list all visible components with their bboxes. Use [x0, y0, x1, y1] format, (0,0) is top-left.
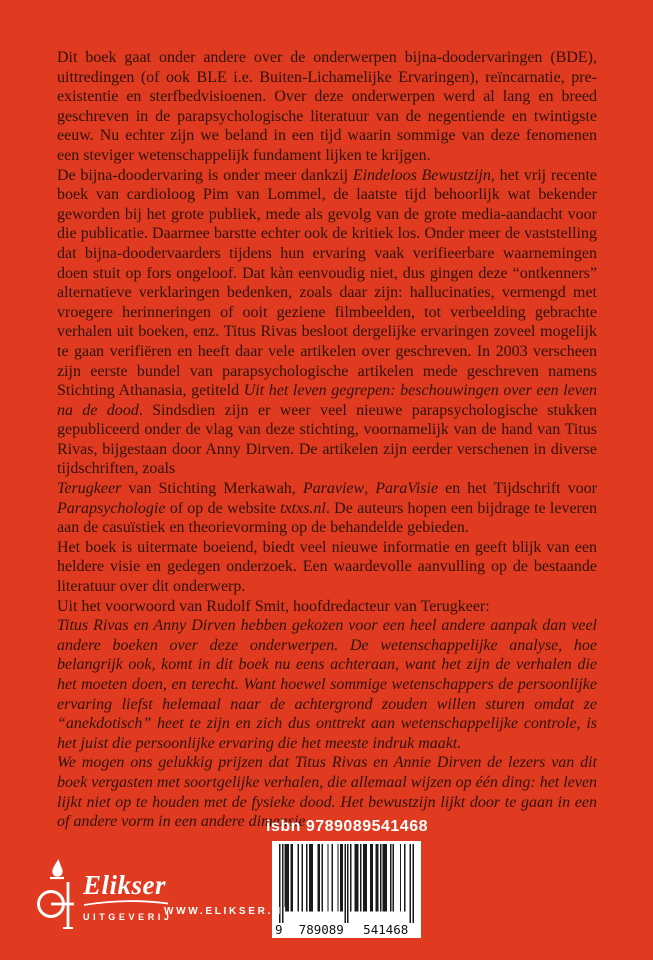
barcode-digit-group: 789089 [298, 922, 344, 937]
cover-text [57, 48, 597, 832]
text-segment: Het boek is uitermate boeiend, biedt veel nieuwe informatie en geeft blijk van een heldere visie en gedegen onderzoek. Een waardevolle aanvulling op de bestaande literatuur over dit onderwerp. [57, 538, 597, 596]
paragraph [57, 597, 597, 617]
barcode-digit-group: 541468 [363, 922, 409, 937]
elikser-flame-icon [36, 858, 76, 934]
paragraph [57, 479, 597, 538]
barcode-digit-group: 9 [275, 922, 283, 937]
italic-text-segment: Eindeloos Bewustzijn [352, 166, 491, 184]
publisher-logo [36, 858, 173, 934]
logo-underline-swoosh [83, 900, 169, 907]
text-segment: , het vrij recente boek van cardioloog Pim van Lommel, de laatste tijd behoorlijk wat bekender geworden bij het grote publiek, mede als gevolg van de grote media-aandacht voor die publicatie. Daarmee barstte echter ook de kritiek los. Onder meer de vaststelling dat bijna-doodervaarders tijdens hun ervaring vaak verifieerbare waarnemingen doen stuit op fors ongeloof. Dat kàn eenvoudig niet, dus gingen deze “ontkenners” alternatieve verklaringen bedenken, zoals daar zijn: hallucinaties, vermengd met vroegere herinneringen of ooit geziene filmbeelden, tot verbeelding gebrachte verhalen uit boeken, enz. Titus Rivas besloot dergelijke ervaringen zoveel mogelijk te gaan verifiëren en heeft daar vele artikelen over geschreven. In 2003 verscheen zijn eerste bundel van parapsychologische artikelen mede geschreven namens Stichting Athanasia, getiteld [57, 166, 597, 400]
italic-text-segment: ParaVisie [375, 480, 439, 498]
barcode-digits [272, 922, 421, 938]
italic-text-segment: Paraview [302, 480, 365, 498]
publisher-name: Elikser [83, 870, 167, 900]
paragraph [57, 616, 597, 753]
text-segment: , [364, 480, 376, 498]
paragraph [57, 48, 597, 166]
italic-text-segment: Titus Rivas en Anny Dirven hebben gekozen voor een heel andere aanpak dan veel andere boeken over deze onderwerpen. De wetenschappelijke analyse, hoe belangrijk ook, komt in dit boek nu eens achteraan, want het zijn de verhalen die het moeten doen, en terecht. Want hoewel sommige wetenschappers de persoonlijke ervaring liefst helemaal naar de achtergrond zouden willen sturen omdat ze “anekdotisch” heet te zijn en zich dus onttrekt aan wetenschappelijke controle, is het juist die persoonlijke ervaring die het meeste indruk maakt. [57, 617, 597, 752]
publisher-type-label: UITGEVERIJ [83, 912, 173, 922]
italic-text-segment: txtxs.nl [280, 499, 326, 517]
publisher-logo-text [83, 872, 173, 922]
text-segment: De bijna-doodervaring is onder meer dankzij [57, 166, 353, 184]
italic-text-segment: Uit het leven gegrepen: beschouwingen over een leven na de dood [57, 382, 597, 419]
barcode-bars [279, 844, 414, 923]
publisher-website: WWW.ELIKSER.NL [164, 906, 292, 917]
isbn-label: isbn 9789089541468 [265, 818, 428, 835]
text-segment: Uit het voorwoord van Rudolf Smit, hoofdredacteur van Terugkeer: [57, 597, 490, 615]
italic-text-segment: Parapsychologie [57, 499, 166, 517]
italic-text-segment: Terugkeer [57, 480, 122, 498]
text-segment: van Stichting Merkawah, [121, 480, 303, 498]
ean13-barcode [272, 841, 421, 938]
text-segment: . Sindsdien zijn er weer veel nieuwe parapsychologische stukken gepubliceerd onder de vlag van deze stichting, voornamelijk van de hand van Titus Rivas, bijgestaan door Anny Dirven. De artikelen zijn eerder verschenen in diverse tijdschriften, zoals [57, 401, 597, 478]
text-segment: of op de website [165, 499, 281, 517]
text-segment: en het Tijdschrift voor [438, 480, 598, 498]
text-segment: . De auteurs hopen een bijdrage te leveren aan de casuïstiek en theorievorming op de behandelde gebieden. [57, 499, 597, 537]
paragraph [57, 538, 597, 597]
text-segment: Dit boek gaat onder andere over de onderwerpen bijna-doodervaringen (BDE), uittredingen (of ook BLE i.e. Buiten-Lichamelijke Ervaringen), reïncarnatie, pre-existentie en sterfbedvisioenen. Over deze onderwerpen werd al lang en breed geschreven in de parapsychologische literatuur van de negentiende en twintigste eeuw. Nu echter zijn we beland in een tijd waarin sommige van deze fenomenen een steviger wetenschappelijk fundament lijken te krijgen. [57, 49, 597, 164]
paragraph [57, 166, 597, 480]
italic-text-segment: We mogen ons gelukkig prijzen dat Titus Rivas en Annie Dirven de lezers van dit boek vergasten met soortgelijke verhalen, die allemaal wijzen op één ding: het leven lijkt niet op te houden met de fysieke dood. Het bewustzijn lijkt door te gaan in een of andere vorm in een andere dimensie. [57, 754, 597, 831]
